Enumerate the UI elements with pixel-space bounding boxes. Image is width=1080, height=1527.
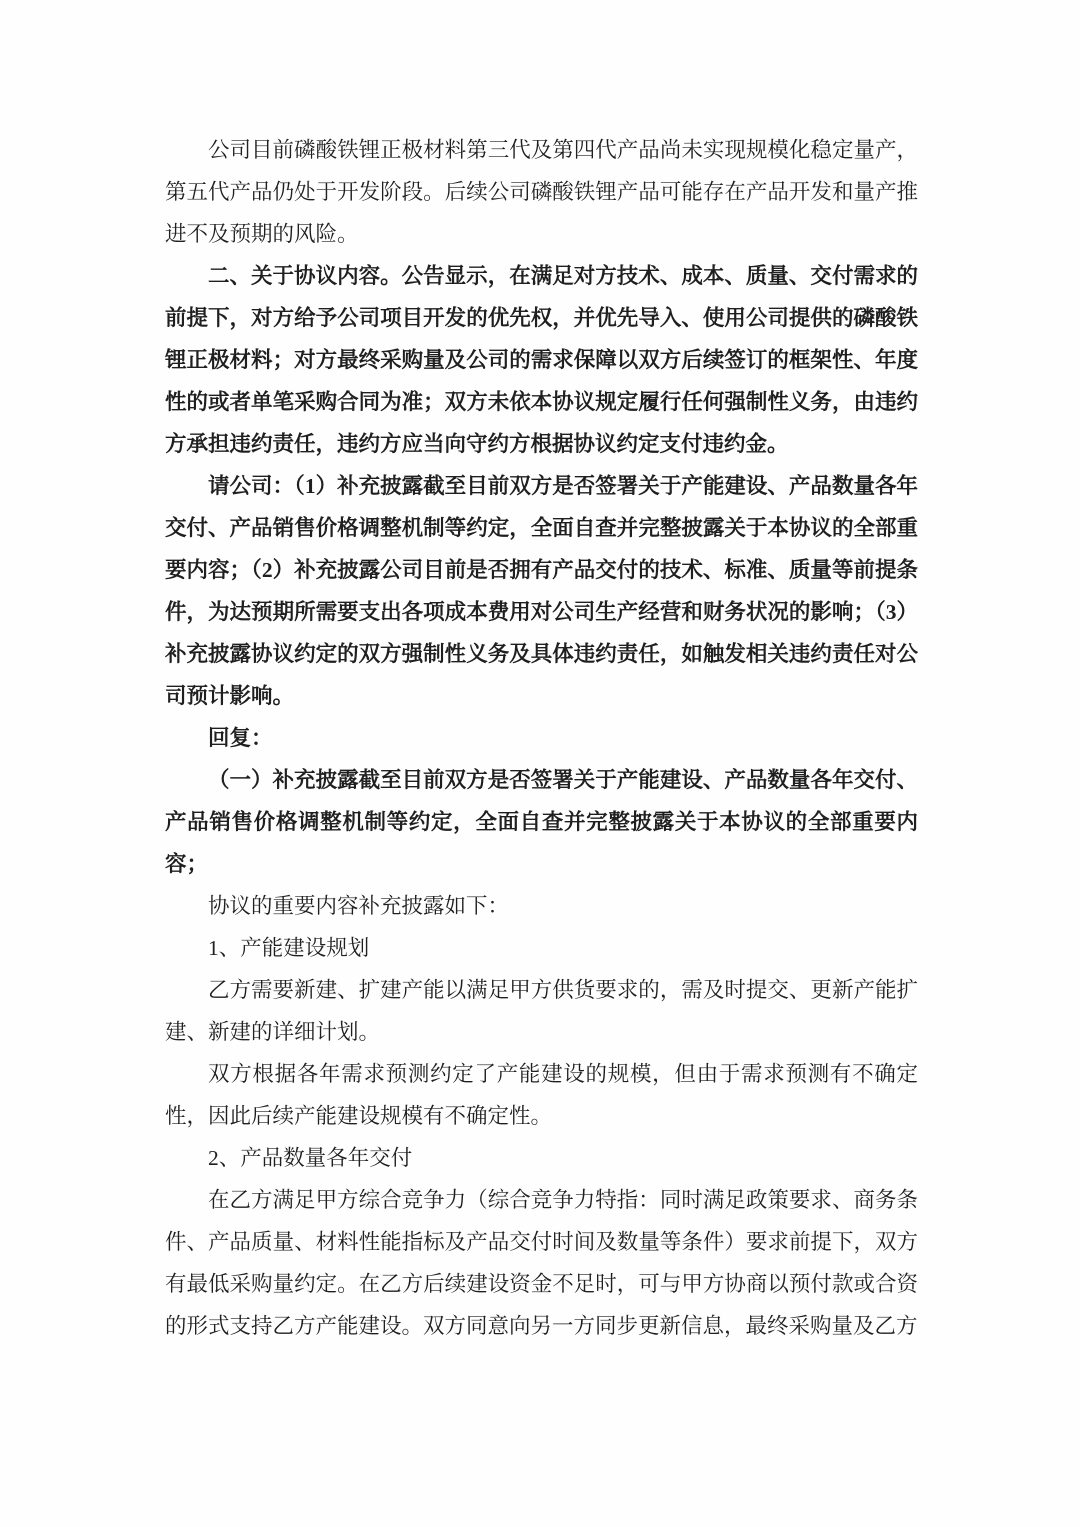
paragraph-capacity-requirements: 乙方需要新建、扩建产能以满足甲方供货要求的，需及时提交、更新产能扩建、新建的详细计划。 [165,978,918,1044]
heading-capacity-construction-plan: 1、产能建设规划 [208,936,370,960]
paragraph-capacity-uncertainty: 双方根据各年需求预测约定了产能建设的规模，但由于需求预测有不确定性，因此后续产能建设规模有不确定性。 [165,1062,918,1128]
paragraph-disclosure-intro: 协议的重要内容补充披露如下： [208,894,510,918]
document-body [165,129,918,1347]
heading-product-quantity-delivery: 2、产品数量各年交付 [208,1146,413,1170]
reply-label: 回复： [208,726,273,750]
reply-item-1-heading: （一）补充披露截至目前双方是否签署关于产能建设、产品数量各年交付、产品销售价格调整机制等约定，全面自查并完整披露关于本协议的全部重要内容； [165,768,918,876]
paragraph-product-risk: 公司目前磷酸铁锂正极材料第三代及第四代产品尚未实现规模化稳定量产，第五代产品仍处于开发阶段。后续公司磷酸铁锂产品可能存在产品开发和量产推进不及预期的风险。 [165,138,918,246]
paragraph-minimum-purchase: 在乙方满足甲方综合竞争力（综合竞争力特指：同时满足政策要求、商务条件、产品质量、材料性能指标及产品交付时间及数量等条件）要求前提下，双方有最低采购量约定。在乙方后续建设资金不足时，可与甲方协商以预付款或合资的形式支持乙方产能建设。双方同意向另一方同步更新信息，最终采购量及乙方 [165,1188,918,1338]
paragraph-request-disclosure: 请公司：（1）补充披露截至目前双方是否签署关于产能建设、产品数量各年交付、产品销售价格调整机制等约定，全面自查并完整披露关于本协议的全部重要内容；（2）补充披露公司目前是否拥有产品交付的技术、标准、质量等前提条件，为达预期所需要支出各项成本费用对公司生产经营和财务状况的影响；（3）补充披露协议约定的双方强制性义务及具体违约责任，如触发相关违约责任对公司预计影响。 [165,474,918,708]
paragraph-question-agreement-content: 二、关于协议内容。公告显示，在满足对方技术、成本、质量、交付需求的前提下，对方给予公司项目开发的优先权，并优先导入、使用公司提供的磷酸铁锂正极材料；对方最终采购量及公司的需求保障以双方后续签订的框架性、年度性的或者单笔采购合同为准；双方未依本协议规定履行任何强制性义务，由违约方承担违约责任，违约方应当向守约方根据协议约定支付违约金。 [165,264,918,456]
